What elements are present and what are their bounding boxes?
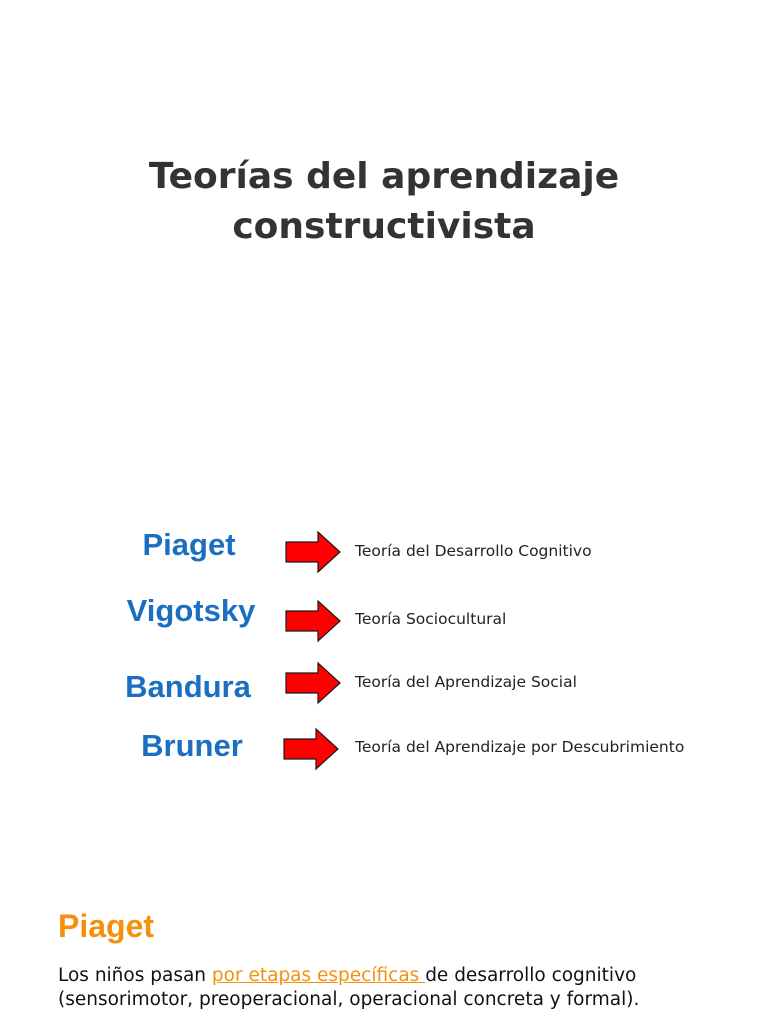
right-arrow-icon: [282, 727, 340, 771]
author-bruner: Bruner: [141, 728, 243, 763]
theory-vigotsky: Teoría Sociocultural: [355, 610, 507, 628]
body-text-line-2: (sensorimotor, preoperacional, operacional concreta y formal).: [58, 989, 640, 1010]
body-text-start: Los niños pasan: [58, 965, 212, 986]
author-bandura: Bandura: [125, 669, 251, 704]
author-vigotsky: Vigotsky: [126, 593, 256, 628]
theory-piaget: Teoría del Desarrollo Cognitivo: [355, 542, 592, 560]
right-arrow-icon: [284, 530, 342, 574]
right-arrow-icon: [284, 599, 342, 643]
page-title: [0, 152, 768, 252]
section-heading-piaget: Piaget: [58, 908, 155, 944]
theory-bandura: Teoría del Aprendizaje Social: [355, 673, 577, 691]
section-body-text: [58, 964, 748, 1012]
author-piaget: Piaget: [142, 527, 236, 562]
body-text-continued: de desarrollo cognitivo: [425, 965, 637, 986]
title-line-1: Teorías del aprendizaje: [148, 156, 620, 197]
theory-bruner: Teoría del Aprendizaje por Descubrimiento: [355, 738, 685, 756]
title-line-2: constructivista: [232, 206, 536, 247]
right-arrow-icon: [284, 661, 342, 705]
stages-link[interactable]: por etapas específicas: [211, 965, 426, 986]
